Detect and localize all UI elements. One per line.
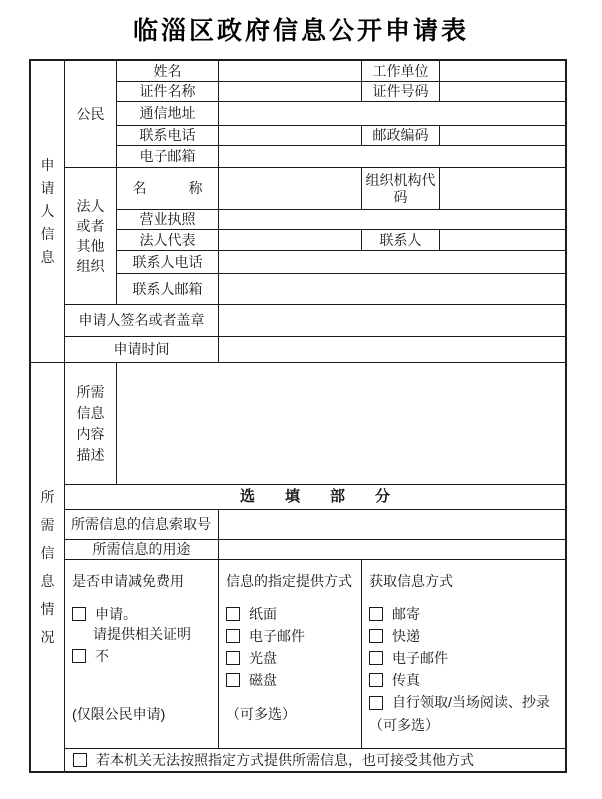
field-value-index-number[interactable] — [219, 510, 565, 540]
field-label-org-name: 名 称 — [117, 168, 219, 210]
fee-waiver-header: 是否申请减免费用 — [72, 573, 184, 589]
checkbox-option-cd[interactable] — [226, 650, 277, 666]
field-label-org-code: 组织机构代码 — [362, 168, 440, 210]
field-label-contact-phone: 联系人电话 — [117, 251, 219, 274]
field-label-email: 电子邮箱 — [117, 146, 219, 168]
obtain-method-cell — [362, 560, 565, 749]
checkbox-option-fax[interactable] — [369, 672, 420, 688]
field-label-index-number: 所需信息的信息索取号 — [65, 510, 219, 540]
obtain-method-note: （可多选） — [369, 716, 439, 733]
optional-section-header: 选 填 部 分 — [65, 485, 565, 510]
field-label-signature: 申请人签名或者盖章 — [65, 305, 219, 337]
provide-method-header: 信息的指定提供方式 — [226, 573, 352, 589]
checkbox-option-other-method[interactable] — [73, 752, 474, 768]
field-value-contact-phone[interactable] — [219, 251, 565, 274]
checkbox-option-express[interactable] — [369, 628, 420, 644]
provide-method-cell — [219, 560, 362, 749]
field-label-cert-no: 证件号码 — [362, 82, 440, 102]
field-label-apply-time: 申请时间 — [65, 337, 219, 363]
checkbox-option-fee-no[interactable] — [72, 648, 109, 664]
checkbox-icon[interactable] — [369, 696, 383, 710]
checkbox-icon[interactable] — [73, 753, 87, 767]
option-label-other-method: 若本机关无法按照指定方式提供所需信息，也可接受其他方式 — [96, 751, 474, 768]
field-label-legal-rep: 法人代表 — [117, 230, 219, 251]
checkbox-icon[interactable] — [369, 629, 383, 643]
application-form-table — [29, 59, 567, 773]
fee-apply-note: 请提供相关证明 — [93, 626, 191, 643]
group-label-legal-entity: 法人或者其他组织 — [65, 168, 117, 305]
field-value-org-name[interactable] — [219, 168, 362, 210]
field-value-cert-no[interactable] — [440, 82, 565, 102]
field-value-name[interactable] — [219, 61, 362, 82]
checkbox-option-fee-apply[interactable] — [72, 606, 137, 622]
field-value-legal-rep[interactable] — [219, 230, 362, 251]
page-title: 临淄区政府信息公开申请表 — [132, 17, 469, 45]
field-value-work-unit[interactable] — [440, 61, 565, 82]
field-value-purpose[interactable] — [219, 540, 565, 560]
checkbox-icon[interactable] — [226, 629, 240, 643]
field-label-name: 姓名 — [117, 61, 219, 82]
field-label-cert-name: 证件名称 — [117, 82, 219, 102]
field-value-org-code[interactable] — [440, 168, 565, 210]
section-label-required-info: 所需信息情况 — [31, 363, 65, 771]
fee-waiver-cell — [65, 560, 219, 749]
field-value-signature[interactable] — [219, 305, 565, 337]
field-value-phone[interactable] — [219, 126, 362, 146]
field-value-apply-time[interactable] — [219, 337, 565, 363]
checkbox-option-paper[interactable] — [226, 606, 277, 622]
option-label-provide-email: 电子邮件 — [249, 628, 305, 645]
checkbox-icon[interactable] — [226, 651, 240, 665]
field-value-contact-email[interactable] — [219, 274, 565, 305]
option-label-mail: 邮寄 — [392, 606, 420, 623]
field-label-description: 所需信息内容描述 — [65, 363, 117, 485]
checkbox-icon[interactable] — [369, 651, 383, 665]
option-label-self-pickup: 自行领取/当场阅读、抄录 — [392, 694, 550, 711]
fee-waiver-note: (仅限公民申请) — [72, 705, 166, 722]
field-value-license[interactable] — [219, 210, 565, 230]
field-value-cert-name[interactable] — [219, 82, 362, 102]
section-label-applicant-info: 申请人信息 — [31, 61, 65, 363]
field-value-postcode[interactable] — [440, 126, 565, 146]
obtain-method-header: 获取信息方式 — [369, 573, 453, 589]
group-label-citizen: 公民 — [65, 61, 117, 168]
field-label-phone: 联系电话 — [117, 126, 219, 146]
field-value-address[interactable] — [219, 102, 565, 126]
option-label-cd: 光盘 — [249, 650, 277, 667]
field-label-work-unit: 工作单位 — [362, 61, 440, 82]
checkbox-icon[interactable] — [226, 607, 240, 621]
field-value-contact[interactable] — [440, 230, 565, 251]
checkbox-option-self-pickup[interactable] — [369, 694, 550, 710]
option-label-fee-no: 不 — [95, 648, 109, 665]
other-method-row — [65, 749, 565, 771]
field-label-contact-email: 联系人邮箱 — [117, 274, 219, 305]
option-label-obtain-email: 电子邮件 — [392, 650, 448, 667]
checkbox-option-mail[interactable] — [369, 606, 420, 622]
provide-method-note: （可多选） — [226, 705, 296, 722]
option-label-disk: 磁盘 — [249, 672, 277, 689]
checkbox-option-provide-email[interactable] — [226, 628, 305, 644]
checkbox-option-disk[interactable] — [226, 672, 277, 688]
checkbox-icon[interactable] — [72, 607, 86, 621]
checkbox-icon[interactable] — [72, 649, 86, 663]
option-label-fee-apply: 申请。 — [95, 606, 137, 623]
field-label-address: 通信地址 — [117, 102, 219, 126]
option-label-fax: 传真 — [392, 672, 420, 689]
field-value-description[interactable] — [117, 363, 565, 485]
field-label-purpose: 所需信息的用途 — [65, 540, 219, 560]
option-label-paper: 纸面 — [249, 606, 277, 623]
option-label-express: 快递 — [392, 628, 420, 645]
field-label-license: 营业执照 — [117, 210, 219, 230]
field-value-email[interactable] — [219, 146, 565, 168]
checkbox-icon[interactable] — [369, 673, 383, 687]
field-label-contact: 联系人 — [362, 230, 440, 251]
field-label-postcode: 邮政编码 — [362, 126, 440, 146]
checkbox-icon[interactable] — [226, 673, 240, 687]
checkbox-icon[interactable] — [369, 607, 383, 621]
checkbox-option-obtain-email[interactable] — [369, 650, 448, 666]
